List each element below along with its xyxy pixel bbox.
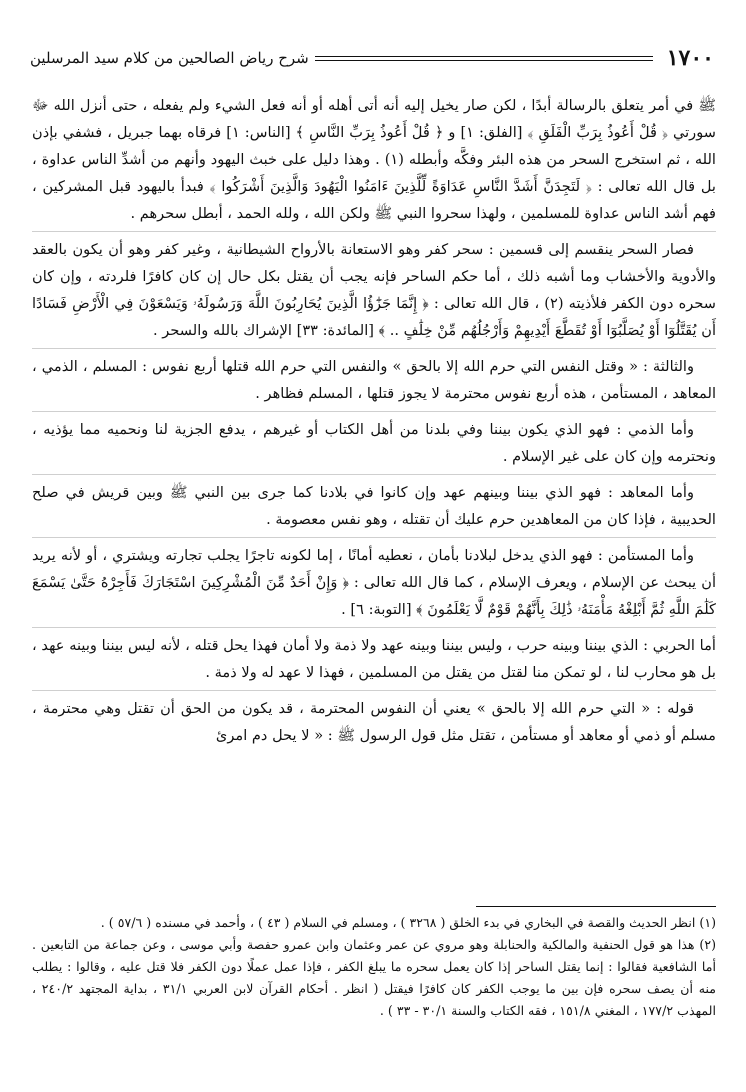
footnote: (١) انظر الحديث والقصة في البخاري في بدء الخلق ( ٣٢٦٨ ) ، ومسلم في السلام ( ٤٣ ) ، وأحمد في مسنده ( ٥٧/٦ ) . (100, 915, 716, 930)
paragraph: والثالثة : « وقتل النفس التي حرم الله إلا بالحق » والنفس التي حرم الله قتلها أربع نفوس : المسلم ، الذمي ، المعاهد ، المستأمن ، هذه أربع نفوس محترمة لا يجوز قتلها ، المسلم فظاهر . (32, 348, 716, 407)
header-divider (315, 56, 653, 61)
paragraph: وأما المعاهد : فهو الذي بيننا وبينهم عهد وإن كانوا في بلادنا كما جرى بين النبي ﷺ وبين قريش في صلح الحديبية ، فإذا كان من المعاهدين حرم عليك أن تقتله ، وهو نفس معصومة . (32, 474, 716, 533)
footnote-divider (476, 906, 716, 907)
page-header (30, 38, 714, 78)
paragraph: أما الحربي : الذي بيننا وبينه حرب ، وليس بيننا وبينه عهد ولا ذمة ولا أمان فهذا يحل قتله ، لأنه ليس بيننا وبينه عهد ، بل هو محارب لنا ، لو تمكن منا لقتل من يقتل من المسلمين ، فهذا لا عهد له ولا ذمة . (32, 627, 716, 686)
paragraph: قوله : « التي حرم الله إلا بالحق » يعني أن النفوس المحترمة ، قد يكون من الحق أن تقتل وهي محترمة ، مسلم أو ذمي أو معاهد أو مستأمن ، تقتل مثل قول الرسول ﷺ : « لا يحل دم امرئ (32, 690, 716, 749)
paragraph: وأما الذمي : فهو الذي يكون بيننا وفي بلدنا من أهل الكتاب أو غيرهم ، يدفع الجزية لنا ونحميه مما يؤذيه ، ونحترمه وإن كان على غير الإسلام . (32, 411, 716, 470)
paragraph: وأما المستأمن : فهو الذي يدخل لبلادنا بأمان ، نعطيه أمانًا ، إما لكونه تاجرًا يجلب تجارته ويشتري ، أو لأنه يريد أن يبحث عن الإسلام ، ويعرف الإسلام ، كما قال الله تعالى : ﴿ وَإِنْ أَحَدٌ مِّنَ الْمُشْرِكِينَ اسْتَجَارَكَ فَأَجِرْهُ حَتَّىٰ يَسْمَعَ كَلَٰمَ اللَّهِ ثُمَّ أَبْلِغْهُ مَأْمَنَهُۥ ذَٰلِكَ بِأَنَّهُمْ قَوْمٌ لَّا يَعْلَمُونَ ﴾ [التوبة: ٦] . (32, 537, 716, 623)
footnotes (32, 912, 716, 1022)
page-number: ١٧٠٠ (666, 45, 714, 71)
paragraph: ﷺ في أمر يتعلق بالرسالة أبدًا ، لكن صار يخيل إليه أنه أتى أهله أو أنه فعل الشيء ولم يفعله ، حتى أنزل الله ﷻ سورتي ﴿ قُلْ أَعُوذُ بِرَبِّ الْفَلَقِ ﴾ [الفلق: ١] و ﴿ قُلْ أَعُوذُ بِرَبِّ النَّاسِ ﴾ [الناس: ١] فرقاه بهما جبريل ، فشفي بإذن الله ، ثم استخرج السحر من هذه البئر وفكَّه وأبطله (١) . وهذا دليل على خبث اليهود وأنهم من أشدِّ الناس عداوة ، بل قال الله تعالى : ﴿ لَتَجِدَنَّ أَشَدَّ النَّاسِ عَدَاوَةً لِّلَّذِينَ ءَامَنُوا الْيَهُودَ وَالَّذِينَ أَشْرَكُوا ﴾ فبدأ باليهود قبل المشركين ، فهم أشد الناس عداوة للمسلمين ، ولهذا سحروا النبي ﷺ ولكن الله ، ولله الحمد ، أبطل سحرهم . (32, 97, 716, 222)
paragraph: فصار السحر ينقسم إلى قسمين : سحر كفر وهو الاستعانة بالأرواح الشيطانية ، وغير كفر وهو أن يكون بالعقد والأدوية والأخشاب وما أشبه ذلك ، أما حكم الساحر فإنه يجب أن يقتل بكل حال إن كان كافرًا فلردته ، وإن كان سحره دون الكفر فلأذيته (٢) ، قال الله تعالى : ﴿ إِنَّمَا جَزَٰٓؤُا الَّذِينَ يُحَارِبُونَ اللَّهَ وَرَسُولَهُۥ وَيَسْعَوْنَ فِي الْأَرْضِ فَسَادًا أَن يُقَتَّلُوٓا أَوْ يُصَلَّبُوٓا أَوْ تُقَطَّعَ أَيْدِيهِمْ وَأَرْجُلُهُم مِّنْ خِلَٰفٍ .. ﴾ [المائدة: ٣٣] الإشراك بالله والسحر . (32, 231, 716, 344)
book-title: شرح رياض الصالحين من كلام سيد المرسلين (30, 49, 309, 67)
footnote: (٢) هذا هو قول الحنفية والمالكية والحنابلة وهو مروي عن عمر وعثمان وابن عمرو حفصة وأبي موسى ، وعن جماعة من التابعين . أما الشافعية فقالوا : إنما يقتل الساحر إذا كان يعمل سحره ما يبلغ الكفر ، فإذا عمل عملًا دون الكفر فلا قتل عليه ، وقالوا : يطلب منه أن يصف سحره فإن بين ما يوجب الكفر كان كافرًا فيقتل ( انظر . أحكام القرآن لابن العربي ٣١/١ ، بداية المجتهد ٢٤٠/٢ ، المهذب ١٧٧/٢ ، المغني ١٥١/٨ ، فقه الكتاب والسنة ٣٠/١ - ٣٣ ) . (32, 937, 716, 1018)
page-body (32, 92, 716, 753)
